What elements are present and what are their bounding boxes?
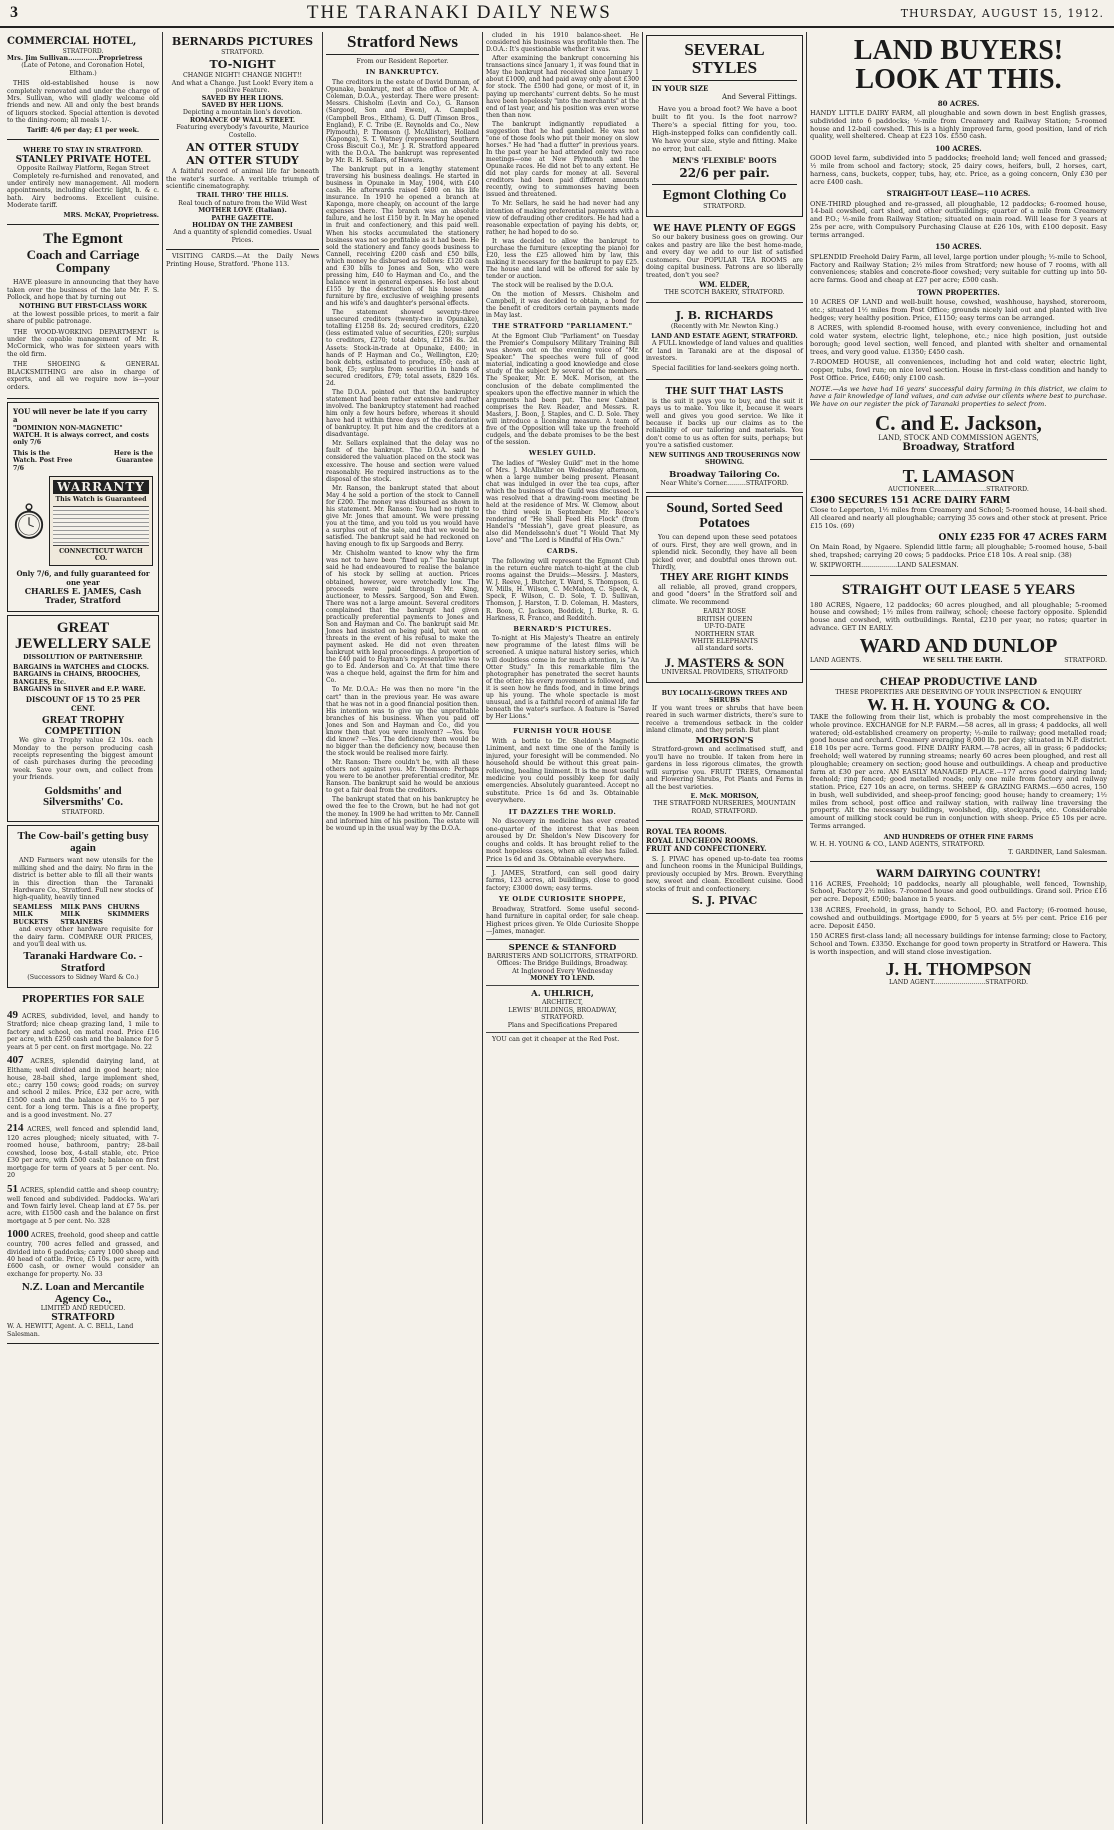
egmont-nothing: NOTHING BUT FIRST-CLASS WORK [18,303,148,311]
richards-ad [646,306,803,381]
lamason-listing-heading: ONLY £235 FOR 47 ACRES FARM [938,533,1107,544]
dazzle-body: No discovery in medicine has ever created one-quarter of the interest that has been aroused by Dr. Sheldon's New Discovery for coughs and colds. It has brought relief to the most hopeless cases, when all else has failed. Price 1s 6d and 3s. Obtainable everywhere. [486,818,639,863]
article-paragraph: The D.O.A. pointed out that the bankruptcy statement had been rather extensive and rather involved. The bankruptcy statement had reached him only a few hours before, whereas it should have had it within three days of the declaration of bankruptcy. It put him and the creditors at a disadvantage. [326,388,479,439]
ward-place: STRATFORD. [1064,656,1107,664]
cow-item: MILK PANS [60,903,102,911]
trail-title: TRAIL THRO' THE HILLS. [196,192,289,200]
spence-office: Offices: The Bridge Buildings, Broadway. [497,960,628,968]
pathe-gazette: PATHE GAZETTE. [211,214,274,222]
pocket-watch-icon [13,501,45,541]
trail-body: Real touch of nature from the Wild West [178,199,307,207]
listing-text: 7-ROOMED HOUSE, all conveniences, including hot and cold water, electric light, copper, tubs, fowl run; on nice level section. House in first-class condition and handy to Post Office. Price, £460; only £100 cash. [810,358,1107,382]
watch-seller: CHARLES E. JAMES, Cash Trader, Stratford [24,585,142,606]
article-paragraph: The statement showed seventy-three unsecured creditors (twenty-two in Opunake), totalling £1258 8s. 2d; secured creditors, £220 (less estimated value of securities, £20); surplus to creditors, £270; total debts, £1258 8s. 2d. Assets: Stock-in-trade at Opunake, £400; in hands of P. Hayman and Co., Wellington, £20; book debts, estimated to produce, £50; cash at bank, £5; surplus from securities in hands of secured creditors, £79; total assets, £829 16s. 2d. [326,309,479,387]
lamason-salesman: W. SKIPWORTH..................LAND SALESMAN. [810,562,959,570]
property-listing [7,1183,159,1226]
kinds-body: all reliable, all proved, grand croppers, and good "doers" in the Stratford soil and climate. We recommend [652,584,797,606]
morison-signature: E. McK. MORISON, [690,792,759,800]
jewellery-bargain-3: BARGAINS in SILVER and E.P. WARE. [13,686,146,694]
otter-title: AN OTTER STUDY [186,141,299,155]
watch-ad [7,402,159,612]
thompson-title: J. H. THOMPSON [885,958,1032,979]
bernards-romance: ROMANCE OF WALL STREET. [189,116,296,124]
column-2 [162,32,322,1824]
pivac-body: S. J. PIVAC has opened up-to-date tea rooms and luncheon rooms in the Municipal Buildings, previously occupied by Mrs. Brown. Everything new, sweet and clean. Excellent cuisine. Good stocks of fruit and confectionery. [646,856,803,893]
pivac-name: S. J. PIVAC [691,894,758,908]
hotel-place: STRATFORD. [62,47,104,55]
listing-heading: STRAIGHT-OUT LEASE—110 ACRES. [886,189,1031,199]
article-paragraph: On the motion of Messrs. Chisholm and Campbell, it was decided to obtain, a bond for the benefit of creditors certain payments made in May last. [486,291,639,320]
tailoring-title: Broadway Tailoring Co. [669,469,780,480]
egmont-clothing-place: STRATFORD. [703,203,746,211]
article-paragraph: Mr. Sellars explained that the delay was no fault of the bankrupt. The D.O.A. said he considered the valuation placed on the stock was excessive. The house and section were valued reasonably. He required instructions as to the disposal of the stock. [326,440,479,483]
young-signature: W. H. H. YOUNG & CO., LAND AGENTS, STRATFORD. [810,841,985,849]
egmont-coach-title-2: Coach and Carriage Company [26,246,140,276]
eggs-body: So our bakery business goes on growing. Our cakes and pastry are like the best home-made, and every day we add to our list of satisfied customers. Our POPULAR TEA ROOMS are doing capital business. Patrons are so liberally treated, don't you see? [646,234,803,279]
egmont-body-2: at the lowest possible prices, to merit a fair share of public patronage. [7,310,159,326]
bernards-body: And what a Change. Just Look! Every item a positive Feature. [171,79,314,95]
cheap-land-sub: THESE PROPERTIES ARE DESERVING OF YOUR INSPECTION & ENQUIRY [835,688,1082,696]
visiting-cards-ad: VISITING CARDS.—At the Daily News Printing House, Stratford. 'Phone 113. [166,253,319,268]
cow-bail-body-2: and every other hardware requisite for the dairy farm. COMPARE OUR PRICES, and you'll deal with us. [13,926,153,948]
suit-new: NEW SUITINGS AND TROUSERINGS NOW SHOWING. [648,451,801,467]
lease-title: STRAIGHT OUT LEASE 5 YEARS [841,581,1076,598]
spence-money: MONEY TO LEND. [530,974,595,982]
holiday-zambesi: HOLIDAY ON THE ZAMBESI [192,222,293,230]
property-text: ACRES, splendid cattle and sheep country; well fenced and subdivided. Paddocks. Wa'ari and Town fairly level. Cheap land at £7 5s. per acre, with £1500 cash and the balance on first mortgage at 5 per cent. No. 328 [7,1186,159,1225]
boots-price: 22/6 per pair. [679,165,770,180]
cow-item: CHURNS [107,903,140,911]
article-paragraph: To Mr. D.O.A.: He was then no more "in the cart" than in the previous year. He was aware that he was not in a good financial position then. His intention was to give up the unprofitable branches of his business. When you paid off Jones and Son and Hayman and Co., did you know then that you were insolvent? —Yes. You did know? —Yes. The deficiency then would be no bigger than the deficiency now, because then the stock would be realised more fairly. [326,686,479,758]
kinds-title: THEY ARE RIGHT KINDS [660,573,789,584]
property-listing [7,1228,159,1278]
morison-heading: BUY LOCALLY-GROWN TREES AND SHRUBS [661,689,788,705]
jackson-title: C. and E. Jackson, [875,411,1042,435]
uhlrich-plans: Plans and Specifications Prepared [507,1021,618,1029]
morison-body: If you want trees or shrubs that have been reared in such warmer districts, there's sure to receive a tremendous setback in the colder inland climate, and they perish. But plant [646,704,803,735]
article-paragraph: The following will represent the Egmont Club in the return euchre match to-night at the club rooms against the Druids:—Messrs. J. Masters, W. J. Reeve, J. Butcher, T. Ward, S. Thompson, G. W. Mills, H. Wilson, C. McMahon, C. Speck, A. Speck, F. Wilson, C. D. Sole, T. D. Sullivan, Thomson, J. Harston, T. D. Coleman, H. Masters, R. Boon, C. Jackson, Boddick, J. Burke, R. G. Harkness, R. Franco, and Redditch. [486,558,639,622]
warm-listing: 138 ACRES, Freehold, in grass, handy to School, P.O. and Factory; (6-roomed house, cowshed and outbuildings. Mortgage £900, for 5 years at 5½ per cent. Price £16 per acre. Deposit £450. [810,906,1107,930]
listing-text: HANDY LITTLE DAIRY FARM, all ploughable and sown down in best English grasses, subdivided into 6 paddocks; ½-mile from Creamery and Railway Station; 5-roomed house and 12-bail cowshed. This is a highly improved farm, good position, land of rich quality, well sheltered. Cheap at £23 10s. £550 cash. [810,109,1107,141]
lease-text: 180 ACRES, Ngaere, 12 paddocks; 60 acres ploughed, and all ploughable; 5-roomed house and cowshed; 1½ miles from railway, school; cheese factory opposite. Splendid house and cowshed, with outbuildings. Rental, £210 per year, no rates; quarter in advance. GET IN EARLY. [810,600,1107,632]
otter-title-2: AN OTTER STUDY [186,154,299,168]
jewellery-sub: DISSOLUTION OF PARTNERSHIP. [23,654,143,662]
hotel-proprietress: Mrs. Jim Sullivan..............Proprietress [7,54,143,62]
land-buyers-title-2: LOOK AT THIS. [855,64,1062,96]
cow-bail-ad [7,825,159,988]
article-paragraph: cluded in his 1910 balance-sheet. He considered his business was profitable then. The D.O.A.: It's questionable whether it was. [486,32,639,54]
property-acres: 51 [7,1182,18,1195]
seed-body: You can depend upon these seed potatoes of ours. First, they are well grown, and in splendid nick. Secondly, they have all been picked over, and doubtful ones thrown out. Thirdly, [652,534,797,572]
article-paragraph: The bankrupt indignantly repudiated a suggestion that he had gambled. He was not "one of those fools who put their money on slow horses." He had "had a flutter" in previous years. In the past year he had attended only two race meetings—one at New Plymouth and the Opunake races. He did not bet to any extent. He did not play cards for money at all. Several creditors had been paid different amounts recently, owing to summonses having been issued and threatened. [486,120,639,199]
article-paragraph: The ladies of "Wesley Guild" met in the home of Mrs. J. McAllister on Wednesday afternoon, when a large number being present. Pleasant chat was indulged in over the tea cups, after which the business of the Guild was discussed. It was resolved that a drawing-room meeting be held at the residence of Mrs. W. Clemow, about the third week in September. Mr. Reece's rendering of "He Shall Feed His Flock" (from Handel's "Messiah"), gave great pleasure, as also did Mendelssohn's duet "I Would That My Love" and "The Lord is Mindful of His Own." [486,459,639,545]
seed-potatoes-ad [646,496,803,683]
lamason-ad [810,463,1107,576]
bernards-saved-2: SAVED BY HER LIONS. [201,102,284,110]
spence-stanford-title: SPENCE & STANFORD [508,942,617,953]
article-paragraph: The creditors in the estate of David Dunnan, of Opunake, bankrupt, met at the office of Mr. A. Coleman, D.O.A., yesterday. There were present: Messrs. Chisholm (Levin and Co.), G. Ranson (Sargood, Son and Ewen), A. Campbell (Campbell Bros., Eltham), G. Duff (Timson Bros., England), F. C. Tribe (E. Reynolds and Co., New Plymouth), P. Thomson (J. McAllister), Holland (Kaponga), S. T. Watney (representing Southern Cross Biscuit Co.), Mr. J. R. Stratford appeared with the D.O.A. The bankrupt was represented by Mr. R. H. Sellars, of Hawera. [326,79,479,164]
stanley-proprietress: MRS. McKAY, Proprietress. [63,211,159,219]
richards-body-2: Special facilities for land-seekers going north. [652,364,800,372]
hotel-tariff: Tariff: 4/6 per day; £1 per week. [26,126,140,134]
masters-title: J. MASTERS & SON [664,654,785,670]
article-paragraph: To-night at His Majesty's Theatre an entirely new programme of the latest films will be screened. A unique natural history series, which will doubtless come in for much attention, is "An Otter Study." In this remarkable film the photographer has penetrated the secret haunts of the otter; his every movement is followed, and it is seen how he finds food, and in time brings up his young. The whole spectacle is most unusual, and is a faithful record of animal life far beneath the water's surface. A feature is "Saved by Her Lions." [486,635,639,720]
morison-signature-2: THE STRATFORD NURSERIES, MOUNTAIN ROAD, STRATFORD. [653,800,796,815]
elder-sub: THE SCOTCH BAKERY, STRATFORD. [664,289,785,297]
warranty-sub: This Watch is Guaranteed [55,496,147,504]
hardware-title: Taranaki Hardware Co. - Stratford [23,950,143,974]
furnish-heading: FURNISH YOUR HOUSE [513,727,612,736]
cheap-land-title: CHEAP PRODUCTIVE LAND [879,677,1038,689]
hotel-name: COMMERCIAL HOTEL, [7,36,137,47]
hotel-proprietress-note: (Late of Petone, and Coronation Hotel, Eltham.) [21,62,145,77]
column-3 [322,32,482,1824]
property-text: ACRES, splendid dairying land, at Eltham; well divided and in good heart; nice house, 28-bail shed, large implement shed, etc.; carry 150 cows; good roads; on survey and school 2 miles. Price, £32 per acre, with £1500 cash and the balance at 4½ to 5 per cent. for a long term. This is a fine property, and is a good investment. No. 27 [7,1058,159,1119]
pivac-ad [646,824,803,914]
note-text: NOTE.—As we have had 16 years' successful dairy farming in this district, we claim to have a fair knowledge of land values, and can advise our clients where best to purchase. We have on our register the pick of Taranaki properties to select from. [810,384,1107,409]
jackson-place: Broadway, Stratford [902,442,1015,454]
richards-sub: (Recently with Mr. Newton King.) [670,322,779,330]
listing-heading: 100 ACRES. [935,144,982,154]
bernards-title: BERNARDS PICTURES [171,35,314,48]
potato-variety: UP-TO-DATE [704,623,745,631]
egmont-coach-title: The Egmont [43,231,123,248]
stanley-body: Completely re-furnished and renovated, and under entirely new management. All modern appointments, including electric light, h. & c. bath. Airy bedrooms. Excellent cuisine. Moderate tariff. [7,172,159,210]
potato-variety: EARLY ROSE [703,608,746,616]
property-text: ACRES, freehold, good sheep and cattle country, 700 acres felled and grassed, and divided into 6 paddocks; carry 1000 sheep and 40 head of cattle. Price, £5 10s. per acre, with £600 cash, or owner would consider an exchange for property. No. 33 [7,1232,159,1278]
property-acres: 49 [7,1008,18,1021]
curio-heading: YE OLDE CURIOSITE SHOPPE, [498,895,627,904]
property-listing [7,1009,159,1052]
potato-variety: NORTHERN STAR [694,630,755,638]
watch-lead: YOU will never be late if you carry a [13,407,147,425]
stratford-news-byline: From our Resident Reporter. [356,58,449,66]
issue-date: THURSDAY, AUGUST 15, 1912. [900,6,1104,20]
warranty-footer: CONNECTICUT WATCH CO. [59,547,143,563]
lamason-title: T. LAMASON [902,466,1015,487]
article-paragraph: Mr. Ranson: There couldn't be, with all these others not against you. Mr. Thomson: Perhaps you were to be another preferential creditor, Mr. Ranson. The bankrupt said he would be anxious to get a fair deal from the creditors. [326,759,479,795]
cow-item: MILK STRAINERS [60,911,103,926]
bankruptcy-heading: IN BANKRUPTCY. [365,68,440,77]
young-body: TAKE the following from their list, which is probably the most comprehensive in the whole province. EXCHANGE for N.P. FARM.—58 acres, all in grass; 4 paddocks, all well watered; old-established creamery on property; ½-mile to railway; good metalled road; good house and orchard. Creamery averaging 8,000 lb. per day; situated in N.P. district. £18 10s per acre. Terms good. FINE DAIRY FARM.—78 acres, all in grass; 6 paddocks; freehold; well watered by running streams; nearly 60 acres been ploughed, and rest all ploughable; creamery on section; good house and outbuildings. A cheap and productive farm at £30 per acre. AN EASILY MANAGED PLACE.—177 acres good dairying land; freehold; ring fenced; good metalled roads; only one mile from factory and railway station. Price, £27 10s an acre, on terms. SHEEP & GRAZING FARMS.—650 acres, 150 in bush, well subdivided, and sheep-proof fencing; good house; handy to creamery; 1½ miles from school, post office and railway station, with railway line traversing the property. Alt the necessary buildings, woolshed, dip, stockyards, etc. Considerable amount of milking stock could be run in conjunction with sheep. Price £5 10s per acre. Terms arranged. [810,713,1107,830]
bernards-news-heading: BERNARD'S PICTURES. [513,624,612,633]
jewellery-bargain-1: BARGAINS in WATCHES and CLOCKS. [13,663,149,671]
egmont-woodworking: THE WOOD-WORKING DEPARTMENT is under the capable management of Mr. R. McCormick, who was for sixteen years with the old firm. [7,328,159,358]
richards-title: LAND AND ESTATE AGENT, STRATFORD. [651,333,798,340]
masters-sub: UNIVERSAL PROVIDERS, STRATFORD [661,669,788,677]
otter-body: A faithful record of animal life far beneath the water's surface. A veritable triumph of scientific cinematography. [166,168,319,190]
young-co-ad [810,673,1107,862]
guarantee-caption: Here is the Guarantee [113,449,153,465]
cow-item: SEAMLESS [13,903,53,911]
article-paragraph: The stock will be realised by the D.O.A. [492,282,614,290]
properties-for-sale [7,991,159,1344]
several-styles-ad [646,35,803,217]
properties-title: PROPERTIES FOR SALE [22,994,144,1005]
watch-caption: This is the Watch. Post Free 7/6 [13,449,73,472]
commercial-hotel-ad [7,32,159,140]
nz-loan-sub: LIMITED AND REDUCED. [40,1305,126,1313]
seed-title: Sound, Sorted Seed Potatoes [666,500,783,531]
parliament-heading: THE STRATFORD "PARLIAMENT." [492,322,633,331]
suit-title: THE SUIT THAT LASTS [665,387,784,398]
watch-heading: "DOMINION NON-MAGNETIC" WATCH. It is always correct, and costs only 7/6 [13,424,149,447]
property-listing [7,1054,159,1119]
listing-text: ONE-THIRD ploughed and re-grassed, all ploughable, 12 paddocks; 6-roomed house, 14-bail cowshed, cart shed, and other outbuildings; quarter of a mile from Creamery and P.O.; ½-mile from Railway Station; situated on main road. Will lease for 3 years at 25s per acre, with Compulsory Purchasing Clause at £26 10s, with £100 deposit. Easy terms arranged. [810,199,1107,239]
jewellery-bargain-2: BARGAINS in CHAINS, BROOCHES, BANGLES, Etc. [13,671,141,686]
egmont-body: HAVE pleasure in announcing that they have taken over the business of the late Mr. F. S. Pollock, and hope that by turning out [7,279,159,301]
warranty-body [53,506,149,546]
stanley-address: Opposite Railway Platform, Regan Street [17,165,149,173]
bernards-feature: Featuring everybody's favourite, Maurice Costello. [176,124,309,139]
lamason-listing-heading: £300 SECURES 151 ACRE DAIRY FARM [810,496,1011,507]
spence-sub: BARRISTERS AND SOLICITORS, STRATFORD. [487,952,638,960]
young-salesman: T. GARDINER, Land Salesman. [1008,848,1107,856]
jewellery-title: GREAT JEWELLERY SALE [14,619,152,652]
jackson-sub: LAND, STOCK AND COMMISSION AGENTS, [878,434,1039,443]
morison-title: MORISON'S [695,736,754,747]
styles-body: Have you a broad foot? We have a boot built to fit you. Is the foot narrow? There's a special fitting for you, too. High-instepped folks can confidently call. We have your size, style and fitting. Make no error, but call. [652,105,797,154]
lamason-listing-text: On Main Road, by Ngaere. Splendid little farm; all ploughable; 5-roomed house, 5-bail shed, trapshed; carrying 20 cows; 5 paddocks. Price £18 10s. A real snip. (38) [810,542,1107,559]
newspaper-title: THE TARANAKI DAILY NEWS [306,2,612,23]
holiday-body: And a quantity of splendid comedies. Usual Prices. [173,229,312,244]
uhlrich-address: LEWIS' BUILDINGS, BROADWAY, STRATFORD. [508,1006,617,1022]
egmont-shoeing: THE SHOEING & GENERAL BLACKSMITHING are also in charge of experts, and all we require now is—your orders. [7,361,159,391]
cow-items [13,904,153,926]
bernards-depict: Depicting a mountain lion's devotion. [182,109,303,117]
bernards-pictures-ad [166,32,319,250]
lamason-sub: AUCTIONEER..........................STRATFORD. [888,485,1029,493]
morison-body-2: Stratford-grown and acclimatised stuff, and you'll have no trouble. If taken from here in gardens in less rigorous climates, the growth will surprise you. FRUIT TREES, Ornamental and Flowering Shrubs, Pot Plants and Ferns in all the best varieties. [646,746,803,791]
jewellery-discount: DISCOUNT OF 15 TO 25 PER CENT. [25,695,141,713]
column-5 [642,32,806,1824]
lamason-listing-text: Close to Lepperton, 1½ miles from Creamery and School; 5-roomed house, 14-bail shed. All cleared and nearly all ploughable; carrying 35 cows and other stock at present. Price £15 10s. (69) [810,506,1107,530]
warranty-certificate [49,476,153,566]
warm-listing: 116 ACRES, Freehold; 10 paddocks, nearly all ploughable, well fenced, Township, School, Factory 2½ miles. 7-roomed house and good outbuildings. Grand soil. Price £16 per acre. Deposit, £500; balance in 5 years. [810,879,1107,904]
james-farms-ad: J. JAMES, Stratford, can sell good dairy farms, 123 acres, all buildings, close to good factory; £3000 down; easy terms. [486,869,639,892]
hardware-sub: (Successors to Sidney Ward & Co.) [27,974,139,982]
property-text: ACRES, well fenced and splendid land, 120 acres ploughed; nicely situated, with 7-roomed house, bathroom, pantry; 28-bail cowshed, loose box, 4-stall stable, etc. Price £30 per acre, with £500 cash; balance on first mortgage for term of years at 5 per cent. No. 20 [7,1126,159,1180]
article-paragraph: To Mr. Sellars, he said he had never had any intention of making preferential payments with a view of defrauding other creditors. He had had a reasonable expectation of paying his debts, or, rather, he had hoped to do so. [486,200,639,236]
warm-dairying-title: WARM DAIRYING COUNTRY! [876,868,1041,880]
suit-body: is the suit it pays you to buy, and the suit it pays us to make. You like it, because it wears well and gives you good service. We like it because it backs up our claims as to the reliability of our tailoring and materials. You don't come to us as often for suits, perhaps; but you're a satisfied customer. [646,397,803,450]
cow-item: MILK BUCKETS [13,911,49,926]
article-paragraph: The bankrupt stated that on his bankruptcy he owed the fee to the Crown, but he had not got the money. In 1909 he had written to Mr. Cannell and informed him of his position. The estate will be wound up in the usual way by the D.O.A. [326,796,479,832]
ward-dunlop-ad [810,579,1107,670]
property-acres: 407 [7,1054,24,1067]
stanley-hotel-ad [7,143,159,225]
uhlrich-sub: ARCHITECT, [542,999,583,1007]
tailoring-sub: Near White's Corner..........STRATFORD. [660,479,789,487]
elder-name: WM. ELDER, [699,279,750,289]
cards-heading: CARDS. [546,547,579,556]
property-text: ACRES, subdivided, level, and handy to Stratford; nice cheap grazing land, 1 mile to factory and school, on metal road. Price £16 per acre, with £250 cash and the balance for 5 years at 5 per cent. on first mortgage. No. 22 [7,1012,159,1051]
thompson-sub: LAND AGENT..........................STRATFORD. [888,978,1029,986]
thompson-ad [810,865,1107,991]
page-number: 3 [10,4,18,21]
ward-slogan: WE SELL THE EARTH. [922,656,1003,664]
article-paragraph: Mr. Ranson, the bankrupt stated that about May 4 he sold a portion of the stock to Cannell for £200. The money was disbursed as shown in his statement. Mr. Ranson: You had no right to give Mr. Jones that amount. We were pressing you at the time, and you told us you would have a surplus out of the sale, and that we would be satisfied. The bankrupt said he had reckoned on having enough to fix up Sargoods and Berry. [326,484,479,549]
royal-luncheon-rooms: ROYAL LUNCHEON ROOMS. [646,835,758,845]
morison-ad [646,686,803,821]
egmont-clothing-title: Egmont Clothing Co [652,184,797,204]
jewellery-sale-ad [7,615,159,822]
nz-loan-agents: W. A. HEWITT, Agent. A. C. BELL, Land Salesman. [7,1323,134,1338]
bernards-change: CHANGE NIGHT! CHANGE NIGHT!! [182,72,303,80]
richards-name: J. B. RICHARDS [675,308,774,322]
royal-tea-rooms: ROYAL TEA ROOMS. [646,827,727,837]
cow-item: SKIMMERS [107,911,150,919]
eggs-title: WE HAVE PLENTY OF EGGS [653,223,796,234]
bernards-tonight: TO-NIGHT [209,58,276,72]
styles-sub-2: And Several Fittings. [721,92,797,101]
stanley-name: STANLEY PRIVATE HOTEL [15,154,151,165]
bernards-place: STRATFORD. [221,48,264,56]
furnish-body: With a bottle to Dr. Sheldon's Magnetic Liniment, and next time one of the family is injured, your foresight will be commended. No household should be without this great pain-relieving, healing liniment. It is the most useful medicine you could possibly keep for daily emergencies. Absolutely guaranteed. Accept no substitute. Price 1s 6d and 3s. Obtainable everywhere. [486,737,639,805]
ward-sub: LAND AGENTS. [810,656,862,664]
cow-bail-title: The Cow-bail's getting busy again [17,830,149,854]
article-paragraph: It was decided to allow the bankrupt to purchase the furniture (excepting the piano) for £20, less the £25 allowed him by law, this making it necessary for the bankrupt to pay £25. The house and land will be offered for sale by tender or auction. [486,237,639,281]
potato-variety: BRITISH QUEEN [696,615,753,623]
egmont-coach-ad [7,228,159,399]
warranty-label: WARRANTY [53,480,149,494]
spence-inglewood: At Inglewood Every Wednesday [512,967,613,975]
column-4 [482,32,642,1824]
potato-variety: WHITE ELEPHANTS [691,638,758,645]
column-1 [4,32,162,1824]
styles-title: SEVERAL STYLES [652,41,797,81]
mother-love: MOTHER LOVE (Italian). [198,207,287,215]
article-paragraph: Mr. Chisholm wanted to know why the firm was not to have been "fixed up." The bankrupt said he had endeavoured to realise the balance of his stock by selling at auction. Prices obtained, however, were wretchedly low. The proceeds were paid through Mr. King, auctioneer, to Messrs. Sargood, Son and Ewen. There was not a large amount. Several creditors complained that the bankrupt had given practically preferential payments to Jones and Son and Hayman and Co. The bankrupt said Mr. Jones had insisted on being paid, but went on threats in the event of his refusal to make the payment asked. He did not even threaten bankrupt with legal proceedings. A proportion of the £40 paid to Hayman's representative was to go to Ed. Anderson and Co. At that time there was a cheque held, against the firm for him and Co. [326,550,479,685]
boots-title: MEN'S 'FLEXIBLE' BOOTS [672,156,777,166]
cow-bail-body: AND Farmers want new utensils for the milking shed and the dairy. No firm in the district is better able to fill all their wants in this direction than the Taranaki Hardware Co., Stratford. Full new stocks of high-quality, heavily tinned [13,857,153,902]
young-hundreds: AND HUNDREDS OF OTHER FINE FARMS [883,833,1034,841]
stratford-news-title: Stratford News [326,32,479,55]
column-6 [806,32,1110,1824]
goldsmiths-place: STRATFORD. [61,808,105,816]
listing-heading: 80 ACRES. [937,98,980,108]
uhlrich-title: A. UHLRICH, [531,989,594,1000]
fruit-confectionery: FRUIT AND CONFECTIONERY. [646,843,767,853]
suit-ad [646,383,803,493]
styles-sub: IN YOUR SIZE [652,83,709,93]
article-paragraph: After examining the bankrupt concerning his transactions since January 1, it was found that in May the bankrupt had received since January 1 about £1000, and had paid away only about £300 for stock. The £500 had gone, or most of it, in paying up merchants' current debts. So he must have been hopelessly "into the merchants" at the end of last year, and his position was even worse then than now. [486,55,639,119]
hotel-body: THIS old-established house is now completely renovated and under the charge of Mrs. Sullivan, who will gladly welcome old friends and new. All and only the best brands of liquors stocked. Special attention is devoted to the dining-room; all meals 1/-. [7,80,159,125]
trophy-body: We give a Trophy value £2 10s. each Monday to the person producing cash receipts representing the biggest amount of cash purchases during the preceding week. Save your own, and collect from your friends. [13,737,153,782]
kinds-body-2: all standard sorts. [695,645,754,653]
stanley-heading: WHERE TO STAY IN STRATFORD. [23,147,143,155]
red-post-ad: YOU can get it cheaper at the Red Post. [492,1036,620,1044]
wesley-heading: WESLEY GUILD. [528,449,597,458]
curio-body: Broadway, Stratford. Some useful second-hand furniture in capital order, for sale cheap. Highest prices given. Ye Olde Curiosite Shoppe—James, manager. [486,905,639,936]
warm-listing: 150 ACRES first-class land; all necessary buildings for intense farming; close to Factory, School and Town. £3350. Exchange for good town property in Stratford or Hawera. This is worth inspection, and will stand close investigation. [810,932,1107,956]
listing-text: 10 ACRES OF LAND and well-built house, cowshed, washhouse, hayshed, storeroom, etc.; situated 1½ miles from Post Office; grounds nicely laid out and planted with live hedges; very healthy position. Price, £1150; easy terms can be arranged. [810,298,1107,322]
listing-heading: 150 ACRES. [935,242,982,252]
listing-text: GOOD level farm, subdivided into 5 paddocks; freehold land; well fenced and grassed; ½ mile from school and factory; stock, 25 dairy cows, heifers, bull, 2 horses, cart, harness, cans, buckets, copper, tubs, hay, etc. Price, as a going concern, Only £30 per acre £400 cash. [810,154,1107,186]
eggs-ad [646,220,803,303]
property-acres: 1000 [7,1228,29,1241]
article-paragraph: At the Egmont Club "Parliament" on Tuesday the Premier's Compulsory Military Training Bill was shown out on the evening voice of "Mr. Speaker." The speeches were full of good material, indicating a good knowledge and close study of the subject by several of the members. The Speaker, Mr. E. McK. Morison, at the conclusion of the debate complimented the speakers upon the effective manner in which the arguments had been put. The new Cabinet comprises the Rev. Reader, and Messrs. R. Masters, J. Boon, J. Staples, and C. D. Sole. They will introduce a licensing measure. A team of five of the Opposition will take up the freehold cudgels, and the debate promises to be the best of the session. [486,333,639,447]
listing-text: SPLENDID Freehold Dairy Farm, all level, large portion under plough; ½-mile to School, Factory and Railway Station; 2½ miles from Stratford; new house of 7 rooms, with all conveniences; stables and concrete-floor cowshed; very suitable for cutting up into 50-acre farms. Good and cheap at £27 per acre; £500 cash. [810,252,1107,285]
bernards-saved: SAVED BY HER LIONS. [201,94,284,102]
listing-text: 8 ACRES, with splendid 8-roomed house, with every convenience, including hot and cold water system, electric light, telephone, etc.; nice high position, just outside borough; good level section, well fenced, and planted with shelter and ornamental trees, and very good value. £1350; £450 cash. [810,324,1107,356]
nz-loan-place: STRATFORD [51,1312,115,1323]
richards-body: A FULL knowledge of land values and qualities of land in Taranaki are at the disposal of investors. [646,340,803,363]
dazzle-heading: IT DAZZLES THE WORLD. [508,807,617,816]
town-properties-heading: TOWN PROPERTIES. [917,287,1000,297]
article-paragraph: The bankrupt put in a lengthy statement traversing his business dealings. He started in business in Opunake in May, 1904, with £40 cash. He afterwards raised £400 on his life insurance. In 1910 he opened a branch at Kaponga, more cheaply, on account of the large expenses there. The branch was an absolute failure, and he lost £150 by it. In May he opened in fruit and confectionery, and this paid well. When his stocks accumulated the stationery business was not so profitable as it had been. He sold the stationery and fancy goods business to Cannell, receiving £200 cash and £50 bills, which money he disbursed as follows: £120 cash and £30 bills to Jones and Son, who were pressing him, £40 to Hayman and Co., and the balance went in general expenses. He lost about £155 by the destruction of his house and furniture by fire, exclusive of weighing presents and his wife's and daughter's personal effects. [326,165,479,308]
nz-loan-title: N.Z. Loan and Mercantile Agency Co., [21,1281,145,1305]
property-acres: 214 [7,1122,24,1135]
young-title: W. H. H. YOUNG & CO. [867,695,1050,715]
trophy-title: GREAT TROPHY COMPETITION [41,715,125,737]
land-buyers-title: LAND BUYERS! [853,35,1064,66]
masthead [0,0,1114,28]
ward-dunlop-title: WARD AND DUNLOP [859,634,1058,657]
goldsmiths-title: Goldsmiths' and Silversmiths' Co. [42,784,124,809]
watch-price: Only 7/6, and fully guaranteed for one year [16,569,150,587]
property-listing [7,1122,159,1180]
land-buyers-ad [810,32,1107,460]
